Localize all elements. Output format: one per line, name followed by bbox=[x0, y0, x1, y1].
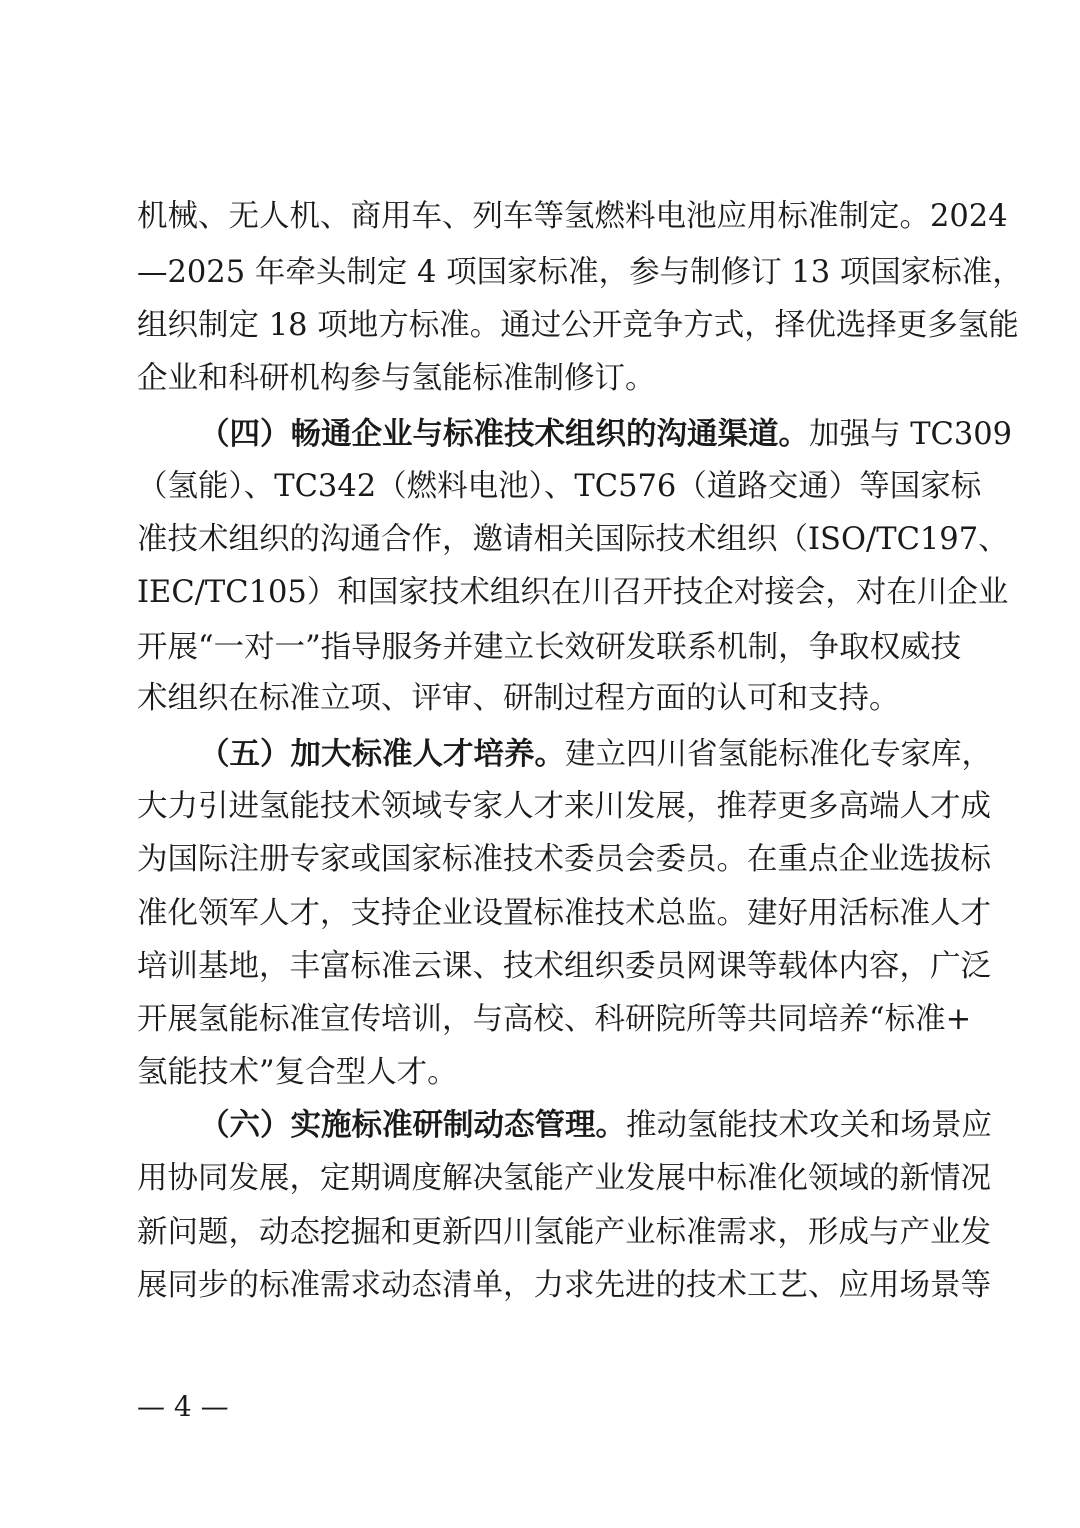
section-heading-6: （六）实施标准研制动态管理。 bbox=[199, 1107, 626, 1143]
section-text: 推动氢能技术攻关和场景应 bbox=[626, 1108, 992, 1143]
paragraph-line: 准化领军人才，支持企业设置标准技术总监。建好用活标准人才 bbox=[137, 896, 991, 931]
paragraph-line: 用协同发展，定期调度解决氢能产业发展中标准化领域的新情况 bbox=[137, 1161, 991, 1196]
paragraph-line: 机械、无人机、商用车、列车等氢燃料电池应用标准制定。2024 bbox=[137, 199, 1008, 234]
paragraph-line: 组织制定 18 项地方标准。通过公开竞争方式，择优选择更多氢能 bbox=[137, 308, 1019, 343]
paragraph-line: 培训基地，丰富标准云课、技术组织委员网课等载体内容，广泛 bbox=[137, 949, 991, 984]
section-heading-4: （四）畅通企业与标准技术组织的沟通渠道。 bbox=[199, 416, 809, 452]
page-number: — 4 — bbox=[137, 1390, 229, 1423]
section-first-line bbox=[199, 406, 1013, 462]
section-first-line bbox=[199, 726, 992, 782]
section-text: 建立四川省氢能标准化专家库， bbox=[565, 737, 992, 772]
paragraph-line: 准技术组织的沟通合作，邀请相关国际技术组织（ISO/TC197、 bbox=[137, 522, 1009, 557]
paragraph-line: 开展氢能标准宣传培训，与高校、科研院所等共同培养“标准+ bbox=[137, 1002, 972, 1037]
section-heading-5: （五）加大标准人才培养。 bbox=[199, 736, 565, 772]
section-text: 加强与 TC309 bbox=[809, 417, 1013, 452]
paragraph-line: 展同步的标准需求动态清单，力求先进的技术工艺、应用场景等 bbox=[137, 1268, 991, 1303]
paragraph-line: IEC/TC105）和国家技术组织在川召开技企对接会，对在川企业 bbox=[137, 575, 1009, 610]
paragraph-line: 术组织在标准立项、评审、研制过程方面的认可和支持。 bbox=[137, 681, 900, 716]
paragraph-line: 为国际注册专家或国家标准技术委员会委员。在重点企业选拔标 bbox=[137, 842, 991, 877]
paragraph-line: 氢能技术”复合型人才。 bbox=[137, 1055, 458, 1090]
paragraph-line: 企业和科研机构参与氢能标准制修订。 bbox=[137, 361, 656, 396]
paragraph-line: 大力引进氢能技术领域专家人才来川发展，推荐更多高端人才成 bbox=[137, 789, 991, 824]
paragraph-line: 开展“一对一”指导服务并建立长效研发联系机制，争取权威技 bbox=[137, 630, 962, 665]
paragraph-line: —2025 年牵头制定 4 项国家标准，参与制修订 13 项国家标准， bbox=[137, 255, 1023, 290]
paragraph-line: 新问题，动态挖掘和更新四川氢能产业标准需求，形成与产业发 bbox=[137, 1215, 991, 1250]
paragraph-line: （氢能）、TC342（燃料电池）、TC576（道路交通）等国家标 bbox=[137, 469, 982, 504]
section-first-line bbox=[199, 1097, 992, 1153]
